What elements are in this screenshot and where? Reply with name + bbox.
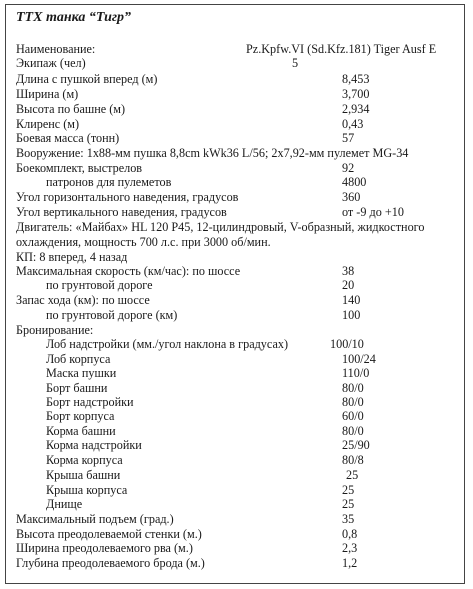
spec-value: 2,934 [342,102,370,116]
spec-label: Клиренс (м) [16,117,80,131]
spec-value: 3,700 [342,87,370,101]
spec-label: Крыша башни [46,468,121,482]
spec-label: Борт корпуса [46,409,115,423]
spec-label: Максимальная скорость (км/час): по шоссе [16,264,241,278]
spec-label: Лоб корпуса [46,352,111,366]
spec-title: ТТХ танка “Тигр” [16,10,132,25]
spec-value: 80/8 [342,453,364,467]
spec-value: 25 [342,483,355,497]
spec-value: Pz.Kpfw.VI (Sd.Kfz.181) Tiger Ausf E [246,42,437,56]
spec-label: Глубина преодолеваемого брода (м.) [16,556,205,570]
spec-value: 80/0 [342,424,364,438]
spec-value: 60/0 [342,409,364,423]
spec-value: 0,43 [342,117,364,131]
spec-label: Ширина преодолеваемого рва (м.) [16,541,193,555]
spec-value: 100 [342,308,361,322]
spec-label: Корма башни [46,424,116,438]
spec-label: Лоб надстройки (мм./угол наклона в градусах) [46,337,289,351]
spec-label: по грунтовой дороге [46,278,153,292]
spec-label: Ширина (м) [16,87,79,101]
spec-label: Вооружение: 1x88-мм пушка 8,8cm kWk36 L/56; 2x7,92-мм пулемет MG-34 [16,146,409,160]
spec-label: Угол вертикального наведения, градусов [16,205,227,219]
spec-label: Высота преодолеваемой стенки (м.) [16,527,202,541]
spec-label: Боевая масса (тонн) [16,131,120,145]
spec-value: 100/10 [330,337,364,351]
spec-label: Днище [46,497,83,511]
spec-value: 110/0 [342,366,370,380]
spec-label: патронов для пулеметов [46,175,172,189]
spec-value: 25 [342,497,355,511]
spec-label: Борт башни [46,381,108,395]
spec-value: 57 [342,131,355,145]
spec-label: Бронирование: [16,323,94,337]
spec-value: 8,453 [342,72,370,86]
spec-value: 80/0 [342,381,364,395]
spec-value: 1,2 [342,556,358,570]
spec-value: 38 [342,264,355,278]
spec-value: 100/24 [342,352,376,366]
spec-label: Высота по башне (м) [16,102,126,116]
spec-value: 25/90 [342,438,370,452]
spec-value: от -9 до +10 [342,205,404,219]
spec-label: Наименование: [16,42,96,56]
spec-value: 20 [342,278,355,292]
spec-label: Запас хода (км): по шоссе [16,293,150,307]
spec-value: 4800 [342,175,367,189]
spec-value: 360 [342,190,361,204]
spec-value: 92 [342,161,355,175]
spec-label: Максимальный подъем (град.) [16,512,174,526]
spec-label: Крыша корпуса [46,483,128,497]
spec-label: Двигатель: «Майбах» HL 120 P45, 12-цилиндровый, V-образный, жидкостного [16,220,425,234]
spec-value: 35 [342,512,355,526]
spec-label: по грунтовой дороге (км) [46,308,178,322]
spec-label: Корма корпуса [46,453,123,467]
spec-label: Борт надстройки [46,395,134,409]
spec-value: 80/0 [342,395,364,409]
spec-label: Длина с пушкой вперед (м) [16,72,158,86]
spec-value: 25 [346,468,359,482]
spec-value: 140 [342,293,361,307]
spec-value: 2,3 [342,541,358,555]
spec-value: 5 [292,56,299,70]
spec-label: Экипаж (чел) [16,56,86,70]
spec-label: охлаждения, мощность 700 л.с. при 3000 об/мин. [16,235,271,249]
spec-value: 0,8 [342,527,358,541]
spec-label: Маска пушки [46,366,117,380]
spec-label: Боекомплект, выстрелов [16,161,143,175]
spec-label: КП: 8 вперед, 4 назад [16,250,128,264]
spec-label: Корма надстройки [46,438,142,452]
spec-label: Угол горизонтального наведения, градусов [16,190,239,204]
